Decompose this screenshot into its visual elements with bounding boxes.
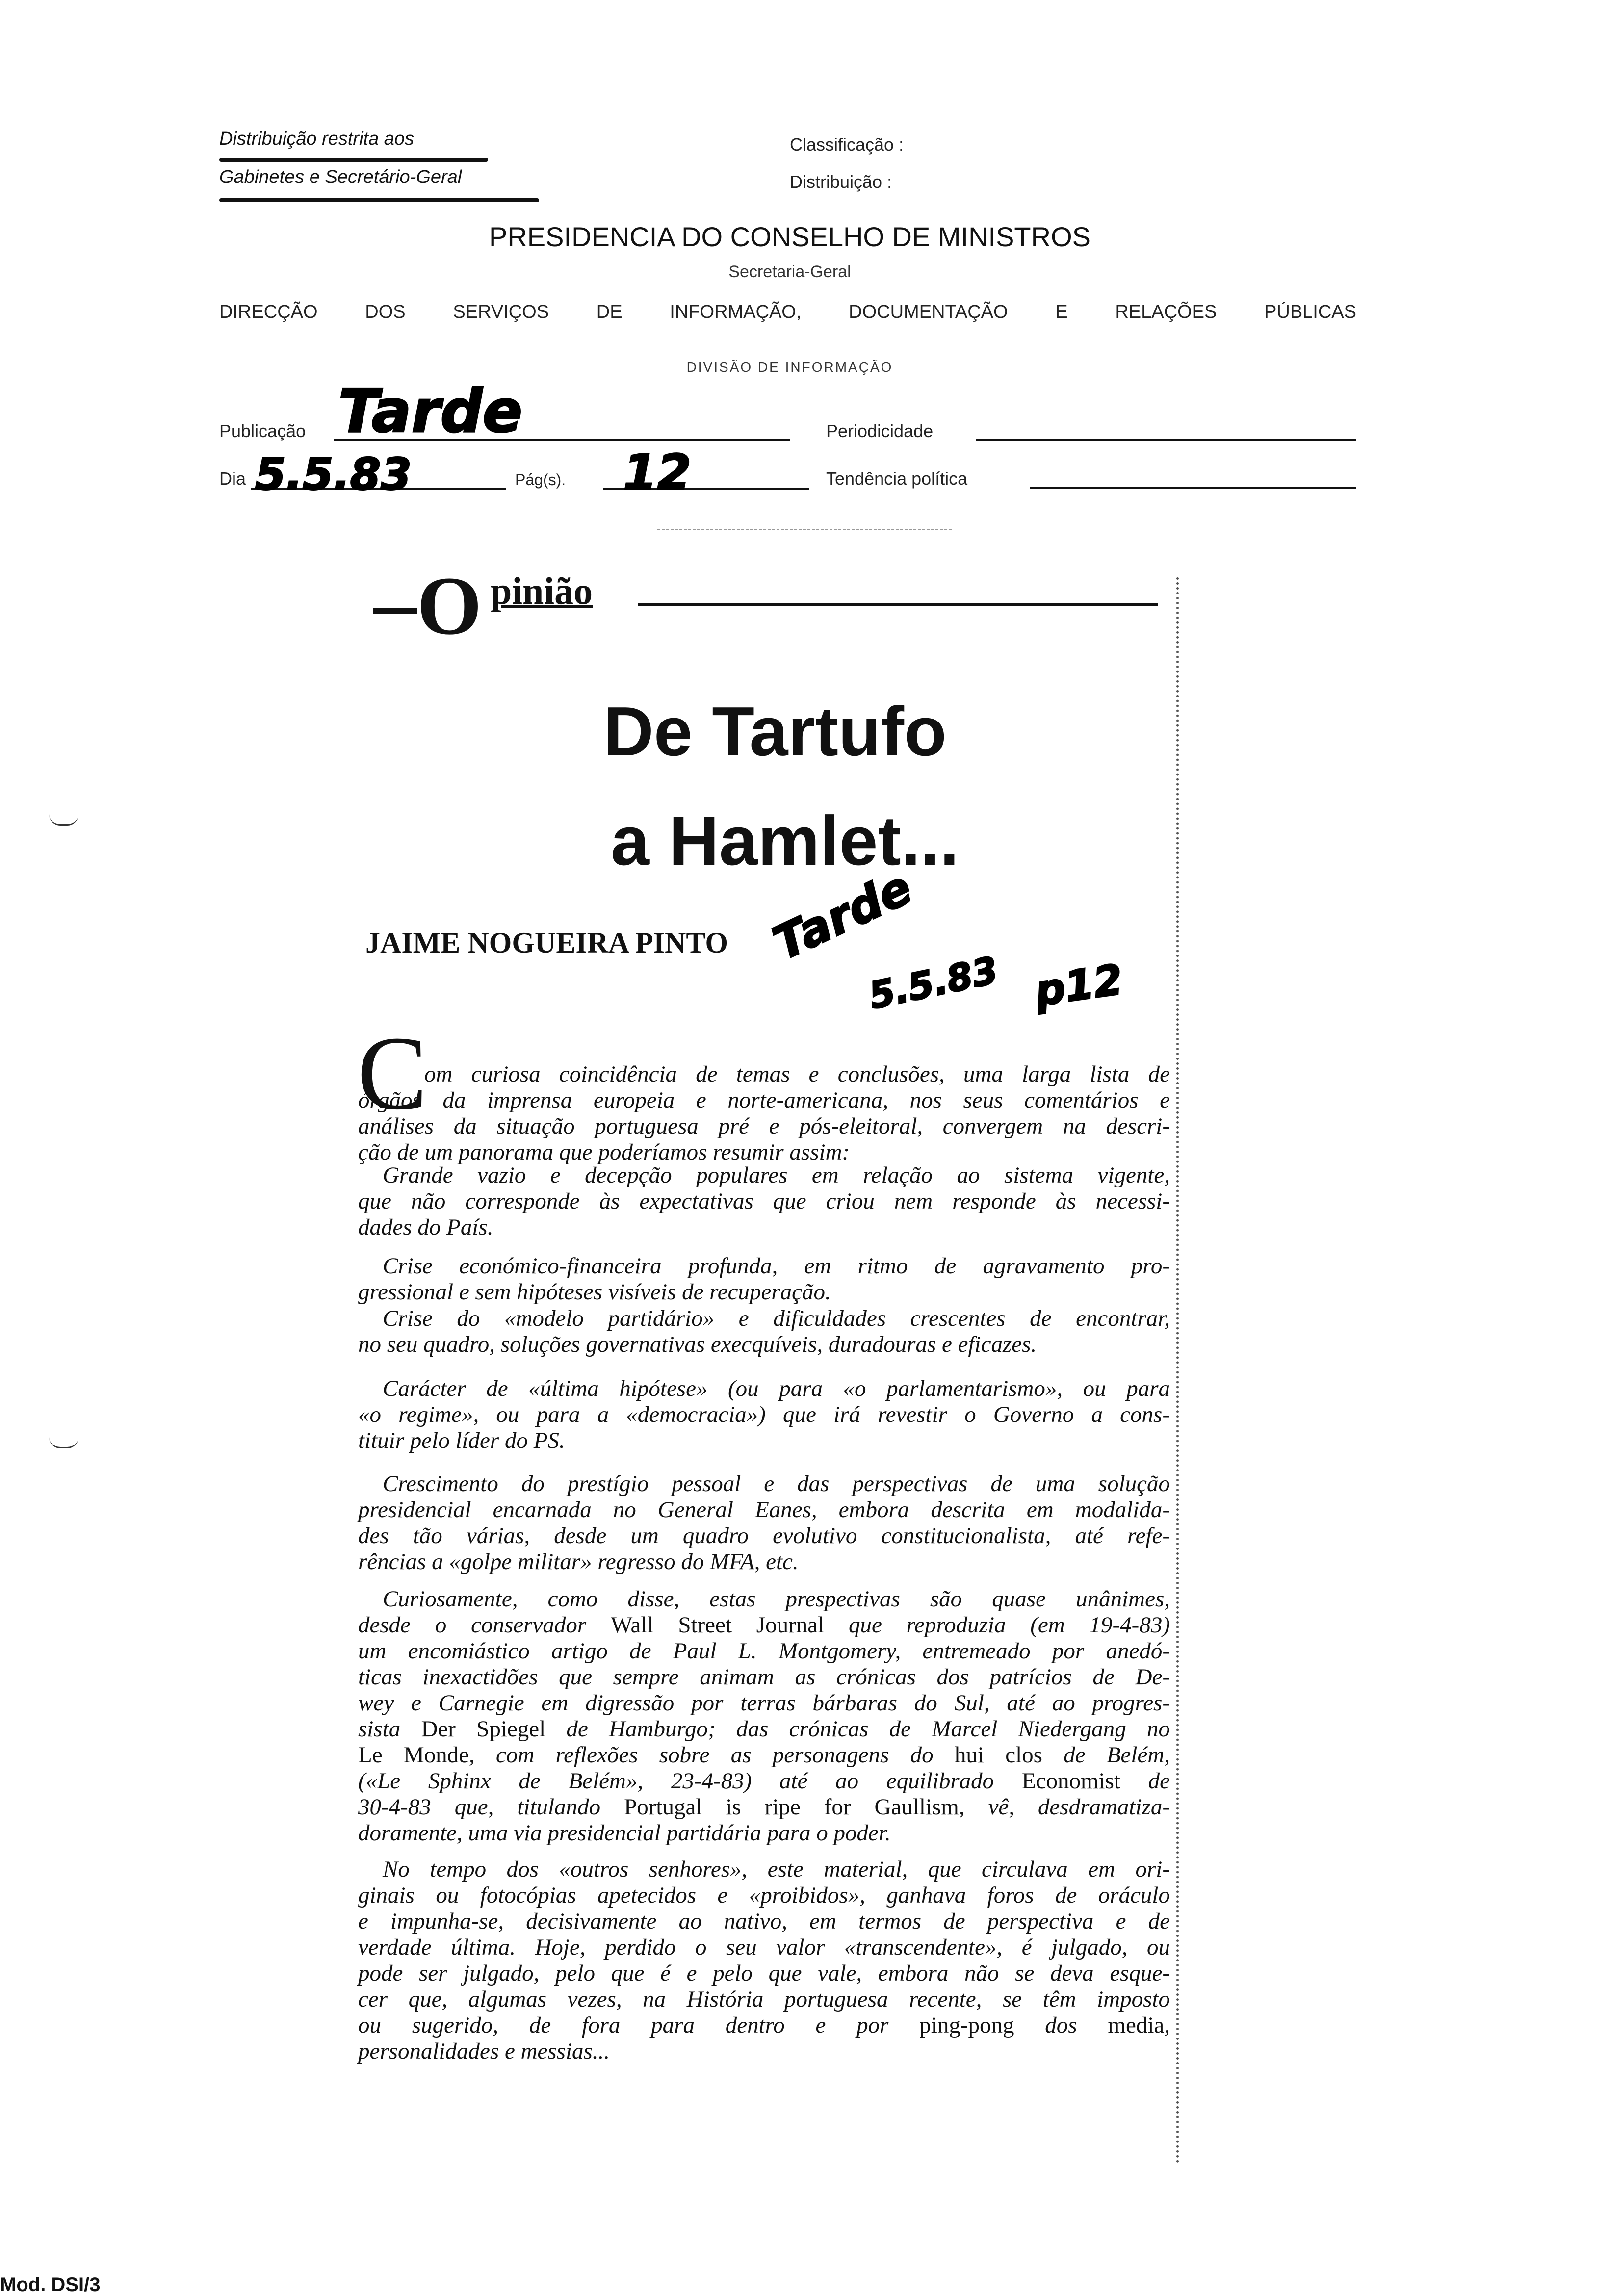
text-line — [358, 1139, 1170, 1165]
italic-text: cer que, algumas vezes, na História portuguesa recente, se têm imposto — [358, 1986, 1170, 2012]
pages-label: Pág(s). — [515, 471, 566, 489]
italic-text: 30-4-83 que, titulando — [358, 1794, 624, 1820]
italic-text: dades do País. — [358, 1214, 493, 1240]
italic-text: verdade última. Hoje, perdido o seu valor «transcendente», é julgado, ou — [358, 1935, 1170, 1960]
roman-text: media — [1108, 2012, 1165, 2038]
article-paragraph — [358, 1061, 1170, 1165]
italic-text: um encomiástico artigo de Paul L. Montgomery, entremeado por anedó- — [358, 1638, 1170, 1664]
italic-text: ticas inexactidões que sempre animam as crónicas dos patrícios de De- — [358, 1664, 1170, 1690]
text-line — [358, 1883, 1170, 1909]
italic-text: , — [1164, 2012, 1170, 2038]
text-line — [358, 1279, 1170, 1305]
italic-text: Crise do «modelo partidário» e dificuldades crescentes de encontrar, — [383, 1306, 1170, 1331]
tendency-label: Tendência política — [826, 468, 968, 489]
italic-text: («Le Sphinx de Belém», 23-4-83) até ao equilibrado — [358, 1768, 1022, 1794]
italic-text: no seu quadro, soluções governativas execquíveis, duradouras e eficazes. — [358, 1332, 1037, 1357]
classification-label: Classificação : — [790, 134, 904, 155]
text-line — [358, 1471, 1170, 1497]
publication-handwritten-value: Tarde — [338, 378, 523, 446]
italic-text: Curiosamente, como disse, estas prespectivas são quase unânimes, — [383, 1586, 1170, 1612]
column-border — [1176, 577, 1179, 2164]
text-line — [358, 1061, 1170, 1087]
italic-text: , vê, desdramatiza- — [959, 1794, 1170, 1820]
text-line — [358, 1523, 1170, 1549]
tendency-field-line — [1030, 487, 1356, 489]
text-line — [358, 1113, 1170, 1139]
distribution-restriction-line2: Gabinetes e Secretário-Geral — [219, 167, 462, 187]
italic-text: ção de um panorama que poderíamos resumir assim: — [358, 1139, 850, 1165]
text-line — [358, 1332, 1170, 1358]
pages-handwritten-value: 12 — [623, 444, 692, 501]
italic-text: Crescimento do prestígio pessoal e das perspectivas de uma solução — [383, 1471, 1170, 1496]
periodicity-field-line — [976, 439, 1356, 441]
italic-text: gressional e sem hipóteses visíveis de recuperação. — [358, 1279, 831, 1305]
form-code: Mod. DSI/3 — [0, 2274, 101, 2296]
article-paragraph — [358, 1471, 1170, 1575]
distribution-label: Distribuição : — [790, 172, 892, 192]
italic-text: de Hamburgo; das crónicas de Marcel Niedergang no — [545, 1716, 1170, 1742]
italic-text: análises da situação portuguesa pré e pós-eleitoral, convergem na descri- — [358, 1113, 1170, 1139]
section-rule — [638, 603, 1158, 606]
text-line — [358, 1857, 1170, 1883]
italic-text: Carácter de «última hipótese» (ou para «o parlamentarismo», ou para — [383, 1376, 1170, 1401]
italic-text: desde o conservador — [358, 1612, 611, 1638]
article-title-line2: a Hamlet... — [610, 802, 960, 880]
article-paragraph — [358, 1586, 1170, 1846]
org-subtitle: Secretaria-Geral — [728, 262, 851, 281]
article-paragraph — [358, 1306, 1170, 1358]
roman-text: Der Spiegel — [421, 1716, 546, 1742]
periodicity-label: Periodicidade — [826, 421, 934, 441]
text-line — [358, 1497, 1170, 1523]
text-line — [358, 1162, 1170, 1188]
section-label: pinião — [491, 569, 593, 612]
article-paragraph — [358, 1162, 1170, 1240]
italic-text: que reproduzia (em 19-4-83) — [824, 1612, 1170, 1638]
margin-mark — [49, 1437, 78, 1448]
separator — [657, 529, 952, 530]
italic-text: , com reflexões sobre as personagens do — [469, 1742, 955, 1768]
italic-text: ginais ou fotocópias apetecidos e «proibidos», ganhava foros de oráculo — [358, 1883, 1170, 1908]
italic-text: Grande vazio e decepção populares em relação ao sistema vigente, — [383, 1162, 1170, 1188]
author-name: JAIME NOGUEIRA PINTO — [365, 927, 728, 959]
text-line — [358, 1638, 1170, 1664]
italic-text: Crise económico-financeira profunda, em ritmo de agravamento pro- — [383, 1253, 1170, 1279]
text-line — [358, 1306, 1170, 1332]
text-line — [358, 1820, 1170, 1846]
text-line — [358, 1742, 1170, 1768]
text-line — [358, 1664, 1170, 1690]
article-paragraph — [358, 1857, 1170, 2064]
drop-cap: C — [357, 1014, 428, 1132]
roman-text: Le Monde — [358, 1742, 469, 1768]
text-line — [358, 1961, 1170, 1986]
handwritten-annotation-page: p12 — [1032, 955, 1126, 1016]
text-line — [358, 1909, 1170, 1935]
roman-text: Wall Street Journal — [610, 1612, 825, 1638]
text-line — [358, 1612, 1170, 1638]
text-line — [358, 1935, 1170, 1961]
day-label: Dia — [219, 468, 246, 489]
italic-text: doramente, uma via presidencial partidária para o poder. — [358, 1820, 891, 1846]
text-line — [358, 1214, 1170, 1240]
roman-text: Economist — [1021, 1768, 1120, 1794]
italic-text: e impunha-se, decisivamente ao nativo, em termos de perspectiva e de — [358, 1909, 1170, 1934]
article-paragraph — [358, 1376, 1170, 1454]
italic-text: órgãos da imprensa europeia e norte-americana, nos seus comentários e — [358, 1087, 1170, 1113]
text-line — [358, 1376, 1170, 1402]
underline — [219, 198, 539, 202]
italic-text: «o regime», ou para a «democracia») que irá revestir o Governo a cons- — [358, 1402, 1170, 1427]
text-line — [358, 2012, 1170, 2038]
roman-text: hui clos — [954, 1742, 1042, 1768]
day-handwritten-value: 5.5.83 — [255, 449, 412, 500]
text-line — [358, 2038, 1170, 2064]
text-line — [358, 1768, 1170, 1794]
italic-text: de Belém, — [1042, 1742, 1170, 1768]
italic-text: wey e Carnegie em digressão por terras bárbaras do Sul, até ao progres- — [358, 1690, 1170, 1716]
directorate-line: DIRECÇÃO DOS SERVIÇOS DE INFORMAÇÃO, DOCUMENTAÇÃO E RELAÇÕES PÚBLICAS — [219, 302, 1356, 322]
underline — [219, 158, 488, 162]
text-line — [358, 1986, 1170, 2012]
text-line — [358, 1253, 1170, 1279]
section-dash — [373, 608, 417, 614]
italic-text: dos — [1014, 2012, 1108, 2038]
italic-text: om curiosa coincidência de temas e conclusões, uma larga lista de — [424, 1061, 1170, 1087]
article-paragraph — [358, 1253, 1170, 1305]
italic-text: des tão várias, desde um quadro evolutivo constitucionalista, até refe- — [358, 1523, 1170, 1548]
handwritten-annotation-date: 5.5.83 — [865, 948, 1002, 1018]
text-line — [358, 1188, 1170, 1214]
article-title-line1: De Tartufo — [603, 693, 947, 771]
text-line — [358, 1690, 1170, 1716]
italic-text: No tempo dos «outros senhores», este material, que circulava em ori- — [383, 1857, 1170, 1882]
text-line — [358, 1549, 1170, 1575]
margin-mark — [49, 814, 78, 826]
text-line — [358, 1087, 1170, 1113]
division-line: DIVISÃO DE INFORMAÇÃO — [686, 360, 893, 375]
handwritten-annotation-publication: Tarde — [765, 860, 920, 971]
org-title: PRESIDENCIA DO CONSELHO DE MINISTROS — [489, 221, 1090, 252]
italic-text: personalidades e messias... — [358, 2038, 610, 2064]
italic-text: pode ser julgado, pelo que é e pelo que vale, embora não se deva esque- — [358, 1961, 1170, 1986]
italic-text: que não corresponde às expectativas que criou nem responde às necessi- — [358, 1188, 1170, 1214]
italic-text: rências a «golpe militar» regresso do MFA, etc. — [358, 1549, 799, 1574]
publication-label: Publicação — [219, 421, 306, 441]
roman-text: ping-pong — [919, 2012, 1014, 2038]
text-line — [358, 1794, 1170, 1820]
italic-text: sista — [358, 1716, 421, 1742]
text-line — [358, 1586, 1170, 1612]
text-line — [358, 1402, 1170, 1428]
section-initial: O — [417, 560, 482, 652]
italic-text: de — [1120, 1768, 1170, 1794]
text-line — [358, 1716, 1170, 1742]
text-line — [358, 1428, 1170, 1454]
italic-text: presidencial encarnada no General Eanes, embora descrita em modalida- — [358, 1497, 1170, 1522]
distribution-restriction-line1: Distribuição restrita aos — [219, 129, 415, 149]
roman-text: Portugal is ripe for Gaullism — [624, 1794, 959, 1820]
italic-text: ou sugerido, de fora para dentro e por — [358, 2012, 920, 2038]
italic-text: tituir pelo líder do PS. — [358, 1428, 565, 1453]
